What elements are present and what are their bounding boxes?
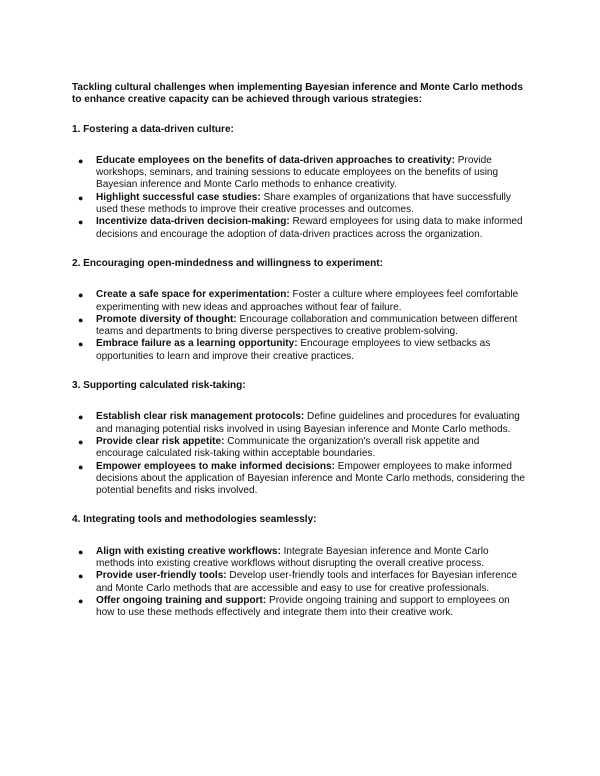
list-item [72, 595, 528, 620]
section-heading: 4. Integrating tools and methodologies seamlessly: [72, 514, 317, 526]
bullet-icon: ● [78, 314, 84, 325]
list-item [72, 155, 528, 192]
intro-paragraph: Tackling cultural challenges when implementing Bayesian inference and Monte Carlo methods to enhance creative capacity can be achieved through various strategies: [72, 82, 523, 106]
item-title: Provide clear risk appetite: [96, 435, 225, 447]
bullet-icon: ● [78, 571, 84, 582]
bullet-icon: ● [78, 217, 84, 228]
item-text: Develop user-friendly tools and interfaces for Bayesian inference and Monte Carlo methods that are accessible and easy to use for creative professionals. [96, 570, 518, 594]
bullet-list [72, 411, 528, 497]
list-item [72, 570, 528, 595]
bullet-list [72, 155, 528, 241]
list-item [72, 436, 528, 461]
item-title: Promote diversity of thought: [96, 313, 237, 325]
bullet-icon: ● [78, 192, 84, 203]
item-text: Encourage collaboration and communication between different teams and departments to bring diverse perspectives to creative problem-solving. [96, 313, 518, 338]
bullet-icon: ● [78, 546, 84, 557]
bullet-icon: ● [78, 339, 84, 350]
item-title: Empower employees to make informed decisions: [96, 460, 335, 472]
list-item [72, 289, 528, 314]
list-item [72, 192, 528, 217]
bullet-icon: ● [78, 412, 84, 423]
item-title: Educate employees on the benefits of data-driven approaches to creativity: [96, 154, 455, 166]
item-title: Embrace failure as a learning opportunity: [96, 338, 298, 350]
item-text: Encourage employees to view setbacks as opportunities to learn and improve their creative practices. [96, 338, 491, 362]
item-title: Create a safe space for experimentation: [96, 289, 290, 301]
item-title: Highlight successful case studies: [96, 191, 261, 203]
bullet-icon: ● [78, 595, 84, 606]
item-text: Define guidelines and procedures for evaluating and managing potential risks involved in using Bayesian inference and Monte Carlo methods. [96, 411, 520, 435]
item-title: Incentivize data-driven decision-making: [96, 216, 290, 228]
item-title: Establish clear risk management protocols: [96, 411, 305, 423]
list-item [72, 411, 528, 436]
item-title: Align with existing creative workflows: [96, 545, 281, 557]
list-item [72, 461, 528, 498]
item-text: Communicate the organization's overall risk appetite and encourage calculated risk-taking within acceptable boundaries. [96, 435, 480, 460]
list-item [72, 314, 528, 339]
item-text: Empower employees to make informed decisions about the application of Bayesian inference and Monte Carlo methods, considering the potential benefits and risks involved. [96, 460, 525, 497]
section-heading: 1. Fostering a data-driven culture: [72, 123, 234, 135]
section-heading: 3. Supporting calculated risk-taking: [72, 380, 246, 392]
bullet-icon: ● [78, 461, 84, 472]
section-heading: 2. Encouraging open-mindedness and willingness to experiment: [72, 257, 383, 269]
bullet-icon: ● [78, 290, 84, 301]
item-title: Provide user-friendly tools: [96, 570, 227, 582]
bullet-icon: ● [78, 436, 84, 447]
item-text: Foster a culture where employees feel comfortable experimenting with new ideas and approaches without fear of failure. [96, 289, 519, 313]
list-item [72, 216, 528, 241]
item-text: Share examples of organizations that have successfully used these methods to improve their creative processes and outcomes. [96, 191, 511, 216]
bullet-list [72, 289, 528, 363]
item-text: Reward employees for using data to make informed decisions and encourage the adoption of data-driven practices across the organization. [96, 216, 523, 240]
item-text: Provide ongoing training and support to employees on how to use these methods effectively and integrate them into their creative work. [96, 594, 510, 619]
bullet-list [72, 546, 528, 620]
item-text: Provide workshops, seminars, and training sessions to educate employees on the benefits of using Bayesian inference and Monte Carlo methods to enhance creativity. [96, 154, 499, 191]
item-title: Offer ongoing training and support: [96, 594, 267, 606]
bullet-icon: ● [78, 155, 84, 166]
list-item [72, 546, 528, 571]
item-text: Integrate Bayesian inference and Monte Carlo methods into existing creative workflows without disrupting the overall creative process. [96, 545, 489, 570]
list-item [72, 338, 528, 363]
document-body [72, 82, 528, 620]
